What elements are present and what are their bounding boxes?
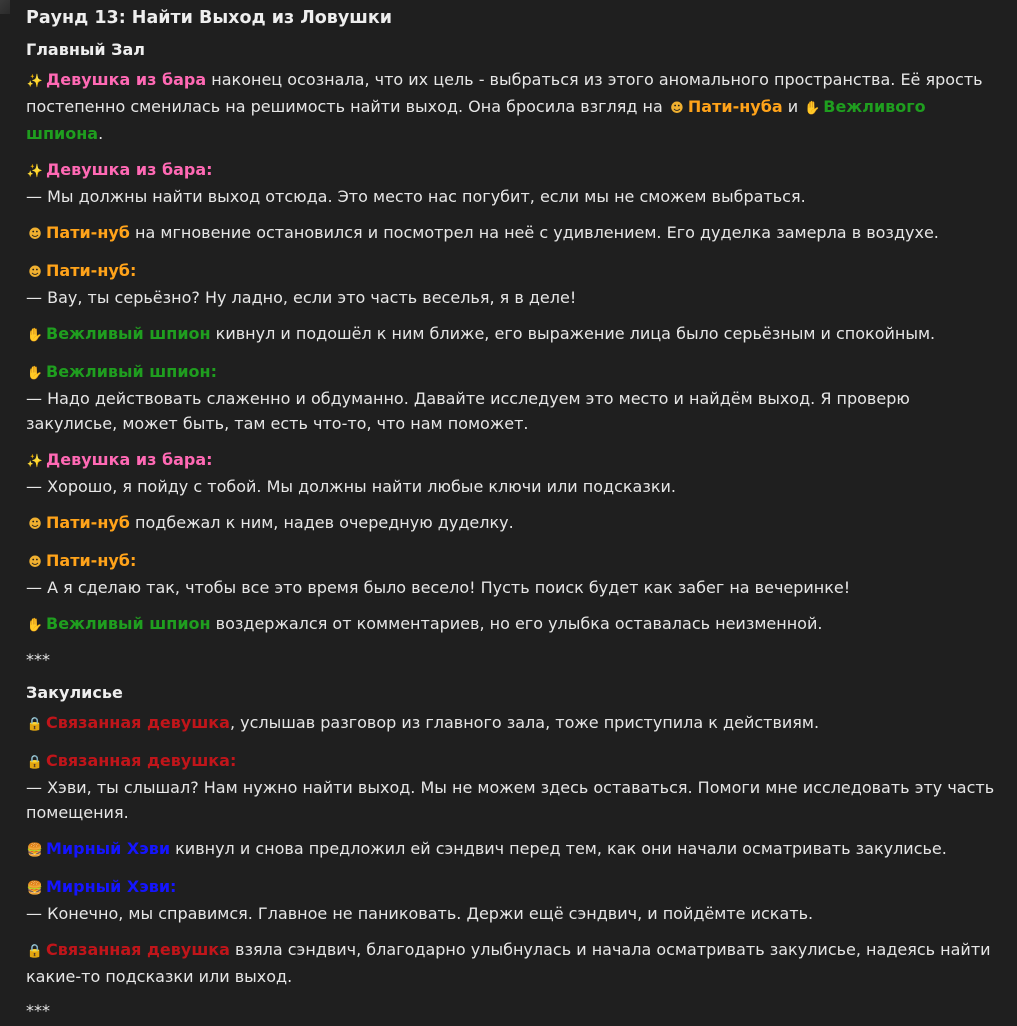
narration-paragraph [26, 510, 996, 537]
round-title: Раунд 13: Найти Выход из Ловушки [26, 8, 393, 28]
sparkles-icon: ✨ [26, 74, 44, 89]
dialogue-line: — А я сделаю так, чтобы все это время было весело! Пусть поиск будет как забег на вечеринке! [26, 578, 851, 597]
character-name-tied-girl: Связанная девушка [46, 940, 230, 959]
sparkles-icon: ✨ [26, 454, 44, 469]
lock-icon: 🔒 [26, 755, 44, 770]
narration-text: наконец осознала, что их цель - выбраться из этого аномального пространства. Её ярость постепенно сменилась на решимость найти выход. Она бросила взгляд на [26, 70, 983, 116]
party-face-icon: ☻ [28, 265, 42, 280]
party-face-icon: ☻ [670, 101, 684, 116]
dialogue-line: — Хорошо, я пойду с тобой. Мы должны найти любые ключи или подсказки. [26, 477, 677, 496]
speaker-line [26, 874, 996, 901]
dialogue-line: — Надо действовать слаженно и обдуманно. Давайте исследуем это место и найдём выход. Я проверю закулисье, может быть, там есть что-то, что нам поможет. [26, 389, 910, 433]
lock-icon: 🔒 [26, 944, 44, 959]
narration-paragraph [26, 321, 996, 348]
raising-hand-icon: ✋ [804, 101, 821, 116]
narration-text: воздержался от комментариев, но его улыбка оставалась неизменной. [210, 614, 823, 633]
narration-text: кивнул и подошёл к ним ближе, его выражение лица было серьёзным и спокойным. [210, 324, 936, 343]
narration-paragraph [26, 67, 996, 146]
speaker-name-polite-spy: Вежливый шпион: [46, 362, 217, 381]
character-name-party-nub: Пати-нуба [687, 97, 783, 116]
section-title-backstage: Закулисье [26, 683, 123, 702]
narration-text: , услышав разговор из главного зала, тоже приступила к действиям. [229, 713, 820, 732]
narration-text: кивнул и снова предложил ей сэндвич перед тем, как они начали осматривать закулисье. [170, 839, 947, 858]
party-face-icon: ☻ [28, 227, 42, 242]
narration-paragraph [26, 611, 996, 638]
speaker-line [26, 157, 996, 184]
narration-text: на мгновение остановился и посмотрел на неё с удивлением. Его дуделка замерла в воздухе. [129, 223, 939, 242]
section-title-hall: Главный Зал [26, 40, 146, 59]
speaker-line [26, 548, 996, 575]
narration-text: . [98, 124, 104, 143]
character-name-peaceful-hevi: Мирный Хэви [46, 839, 171, 858]
speaker-name-party-nub: Пати-нуб: [46, 261, 137, 280]
dialogue-line: — Мы должны найти выход отсюда. Это место нас погубит, если мы не сможем выбраться. [26, 187, 806, 206]
story-content [26, 4, 996, 1022]
narration-text: взяла сэндвич, благодарно улыбнулась и начала осматривать закулисье, надеясь найти какие-то подсказки или выход. [26, 940, 991, 986]
speaker-name-tied-girl: Связанная девушка: [46, 751, 237, 770]
dialogue-line: — Конечно, мы справимся. Главное не паниковать. Держи ещё сэндвич, и пойдёмте искать. [26, 904, 814, 923]
speaker-name-bar-girl: Девушка из бара: [46, 450, 213, 469]
raising-hand-icon: ✋ [26, 366, 44, 381]
narration-paragraph [26, 220, 996, 247]
character-name-party-nub: Пати-нуб [46, 513, 130, 532]
burger-icon: 🍔 [26, 881, 44, 896]
speaker-line [26, 258, 996, 285]
raising-hand-icon: ✋ [26, 328, 44, 343]
corner-decoration [0, 0, 10, 14]
character-name-polite-spy: Вежливого шпиона [26, 97, 926, 143]
party-face-icon: ☻ [28, 555, 42, 570]
dialogue-line: — Вау, ты серьёзно? Ну ладно, если это часть веселья, я в деле! [26, 288, 577, 307]
speaker-name-peaceful-hevi: Мирный Хэви: [46, 877, 177, 896]
sparkles-icon: ✨ [26, 164, 44, 179]
speaker-name-bar-girl: Девушка из бара: [46, 160, 213, 179]
speaker-name-party-nub: Пати-нуб: [46, 551, 137, 570]
speaker-line [26, 748, 996, 775]
raising-hand-icon: ✋ [26, 618, 44, 633]
character-name-polite-spy: Вежливый шпион [46, 324, 211, 343]
speaker-line [26, 447, 996, 474]
scene-separator: *** [26, 1001, 50, 1020]
character-name-party-nub: Пати-нуб [46, 223, 130, 242]
character-name-bar-girl: Девушка из бара [46, 70, 207, 89]
lock-icon: 🔒 [26, 717, 44, 732]
narration-text: и [782, 97, 804, 116]
narration-paragraph [26, 710, 996, 737]
party-face-icon: ☻ [28, 517, 42, 532]
speaker-line [26, 359, 996, 386]
narration-text: подбежал к ним, надев очередную дуделку. [129, 513, 514, 532]
burger-icon: 🍔 [26, 843, 44, 858]
character-name-polite-spy: Вежливый шпион [46, 614, 211, 633]
scene-separator: *** [26, 650, 50, 669]
dialogue-line: — Хэви, ты слышал? Нам нужно найти выход. Мы не можем здесь оставаться. Помоги мне исследовать эту часть помещения. [26, 778, 995, 822]
narration-paragraph [26, 937, 996, 989]
character-name-tied-girl: Связанная девушка [46, 713, 230, 732]
narration-paragraph [26, 836, 996, 863]
